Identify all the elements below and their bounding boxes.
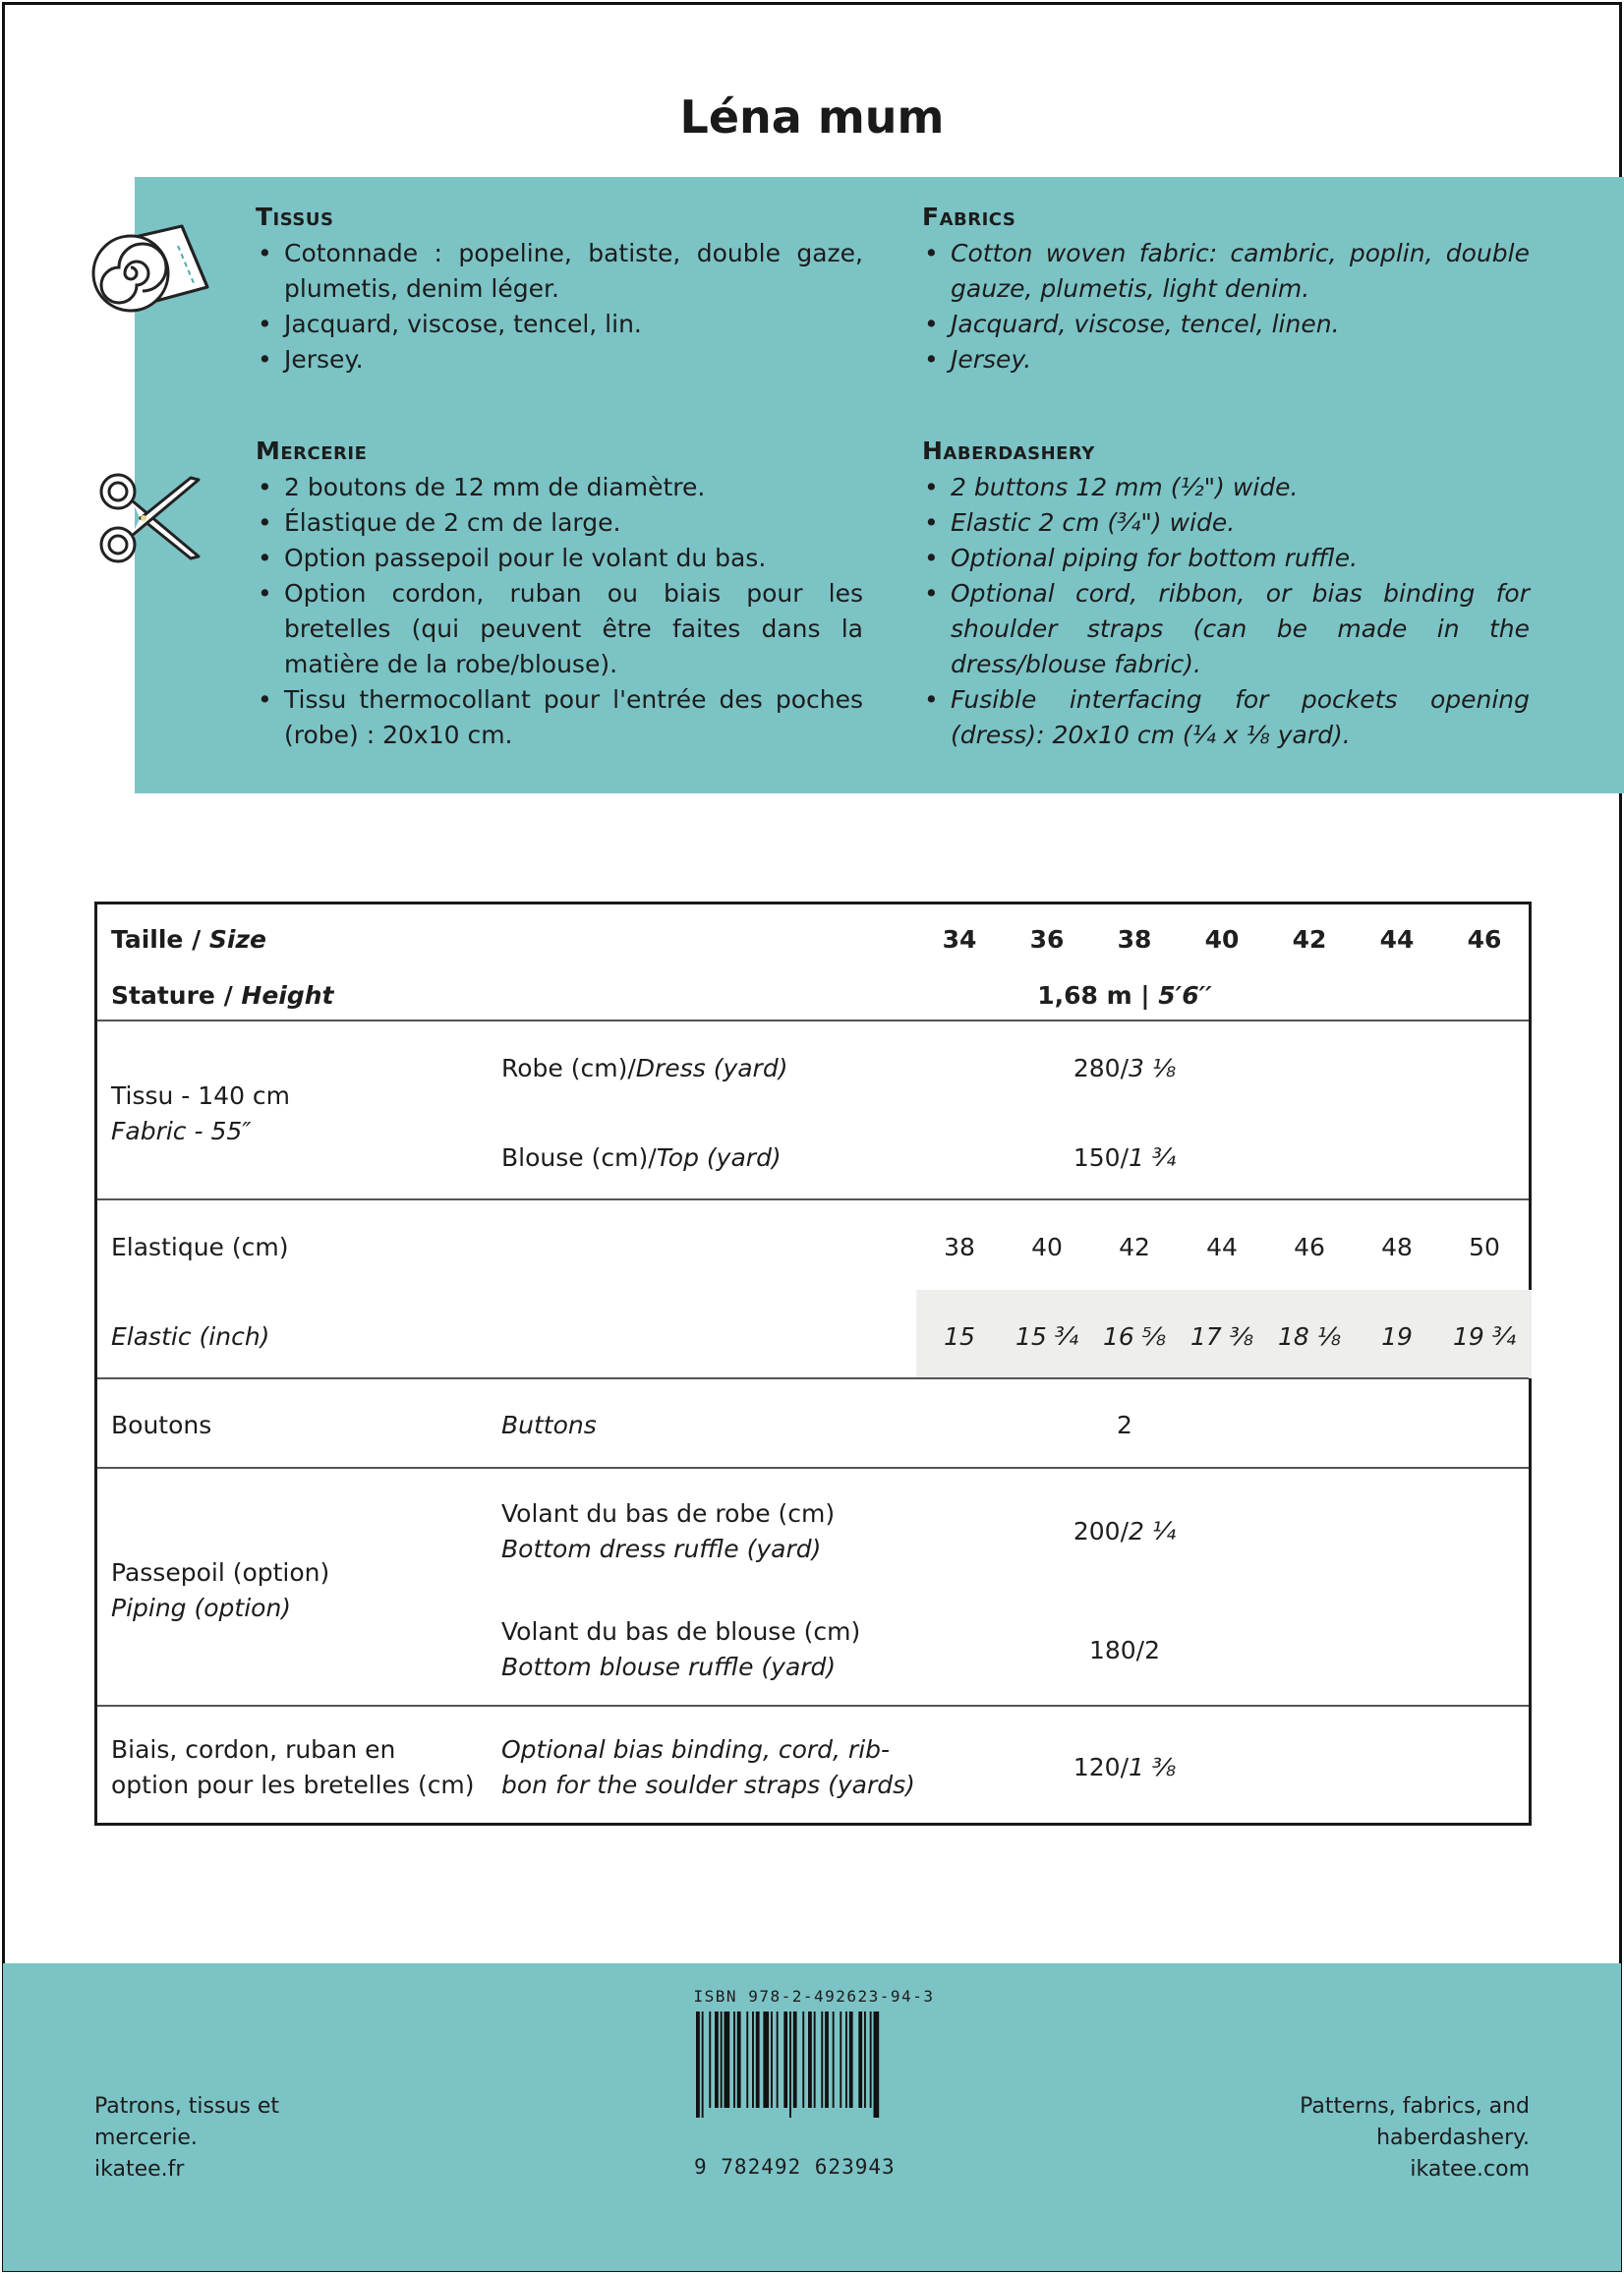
elastic-inch-cell: 18 ⅛ (1278, 1322, 1341, 1351)
list-item: • Elastic 2 cm (¾") wide. (922, 505, 1530, 541)
list-item: • Option cordon, ruban ou biais pour les bretelles (qui peuvent être faites dans la matière de la robe/blouse). (256, 576, 863, 682)
footer-right-line: Patterns, fabrics, and (1300, 2094, 1530, 2119)
elastic-inch-cell: 19 (1381, 1322, 1413, 1351)
list-item: • 2 boutons de 12 mm de diamètre. (256, 470, 863, 505)
barcode-bar (849, 2012, 853, 2108)
barcode-bar (771, 2012, 773, 2108)
elastic-cm-cell: 46 (1294, 1233, 1325, 1261)
height-value: 1,68 m | 5′6′′ (1037, 981, 1212, 1010)
list-item: • 2 buttons 12 mm (½") wide. (922, 470, 1530, 505)
elastic-inch-cell: 19 ¾ (1453, 1322, 1516, 1351)
barcode-bar (840, 2012, 841, 2108)
elastic-cm-cell: 48 (1381, 1233, 1413, 1261)
fabrics-en (922, 199, 1530, 378)
barcode-bar (858, 2012, 862, 2108)
barcode-bar (825, 2012, 829, 2108)
barcode-bar (737, 2012, 741, 2108)
barcode-bar (702, 2012, 704, 2118)
fabric-label-en: Fabric - 55″ (111, 1117, 252, 1145)
footer-left-link[interactable]: ikatee.fr (94, 2157, 185, 2182)
list-item: • Jacquard, viscose, tencel, lin. (256, 307, 863, 342)
barcode-bar (746, 2012, 748, 2108)
barcode-bar (793, 2012, 797, 2108)
barcode-digits: 9 782492 623943 (694, 2155, 896, 2179)
height-label: Stature / Height (111, 981, 334, 1010)
elastic-cm-label: Elastique (cm) (111, 1233, 289, 1261)
list-item: • Jersey. (922, 342, 1530, 378)
footer-right-link[interactable]: ikatee.com (1410, 2157, 1530, 2182)
size-cell: 42 (1292, 925, 1327, 954)
piping-blouse-en: Bottom blouse ruffle (yard) (501, 1653, 837, 1681)
barcode-bar (802, 2012, 804, 2108)
buttons-label-en: Buttons (501, 1411, 597, 1439)
piping-row (97, 1467, 1529, 1705)
elastic-inch-row (97, 1290, 1529, 1379)
elastic-inch-cell: 15 (944, 1322, 975, 1351)
piping-dress-fr: Volant du bas de robe (cm) (501, 1499, 836, 1528)
elastic-inch-label: Elastic (inch) (111, 1322, 270, 1351)
fabrics-en-heading: Fabrics (922, 203, 1016, 231)
barcode-bar (715, 2012, 719, 2108)
elastic-cm-cell: 44 (1206, 1233, 1238, 1261)
fabric-label-fr: Tissu - 140 cm (111, 1081, 291, 1110)
footer-left-line: Patrons, tissus et (94, 2094, 280, 2119)
piping-blouse-fr: Volant du bas de blouse (cm) (501, 1617, 861, 1646)
buttons-label-fr: Boutons (111, 1411, 212, 1439)
list-item: • Cotonnade : popeline, batiste, double gaze, plumetis, denim léger. (256, 236, 863, 307)
notions-fr-heading: Mercerie (256, 437, 368, 465)
barcode-bar (808, 2012, 812, 2108)
straps-label-fr-2: option pour les bretelles (cm) (111, 1771, 475, 1799)
piping-dress-en: Bottom dress ruffle (yard) (501, 1535, 822, 1563)
straps-value: 120/1 ⅜ (1073, 1753, 1177, 1781)
buttons-value: 2 (1117, 1411, 1132, 1439)
straps-label-en-1: Optional bias binding, cord, rib- (501, 1735, 891, 1764)
fabric-row (97, 1020, 1529, 1198)
list-item: • Option passepoil pour le volant du bas. (256, 541, 863, 576)
fabrics-fr (256, 199, 863, 378)
size-label: Taille / Size (111, 925, 266, 954)
footer-right-line: haberdashery. (1376, 2126, 1530, 2150)
barcode-bar (777, 2012, 779, 2108)
size-cell: 46 (1467, 925, 1502, 954)
piping-dress-value: 200/2 ¼ (1073, 1517, 1177, 1545)
size-table (94, 902, 1532, 1826)
size-cell: 44 (1379, 925, 1415, 954)
barcode-bar (725, 2012, 730, 2108)
elastic-cm-cell: 42 (1119, 1233, 1150, 1261)
list-item: • Fusible interfacing for pockets opening (dress): 20x10 cm (¼ x ⅛ yard). (922, 682, 1530, 753)
barcode-bar (789, 2012, 791, 2118)
elastic-cm-cell: 40 (1031, 1233, 1063, 1261)
footer-left-line: mercerie. (94, 2126, 198, 2150)
elastic-cm-cell: 38 (944, 1233, 975, 1261)
notions-en (922, 433, 1530, 753)
barcode-bar (864, 2012, 866, 2108)
list-item: • Cotton woven fabric: cambric, poplin, double gauze, plumetis, light denim. (922, 236, 1530, 307)
fabric-roll-icon (91, 216, 213, 326)
barcode-bar (874, 2012, 880, 2118)
barcode-bar (696, 2012, 700, 2118)
barcode-bar (721, 2012, 723, 2108)
straps-row (97, 1705, 1529, 1823)
barcode (696, 2012, 916, 2118)
list-item: • Optional cord, ribbon, or bias binding for shoulder straps (can be made in the dress/blouse fabric). (922, 576, 1530, 682)
barcode-bar (763, 2012, 769, 2108)
elastic-inch-cell: 16 ⅝ (1103, 1322, 1166, 1351)
piping-label-fr: Passepoil (option) (111, 1558, 330, 1587)
list-item: • Jersey. (256, 342, 863, 378)
size-cell: 38 (1117, 925, 1152, 954)
list-item: • Jacquard, viscose, tencel, linen. (922, 307, 1530, 342)
table-header (97, 904, 1529, 1020)
barcode-bar (752, 2012, 754, 2108)
fabric-dress-label: Robe (cm)/Dress (yard) (501, 1054, 788, 1082)
fabric-top-value: 150/1 ¾ (1073, 1143, 1177, 1172)
barcode-bar (783, 2012, 787, 2108)
straps-label-en-2: bon for the soulder straps (yards) (501, 1771, 915, 1799)
elastic-inch-cell: 17 ⅜ (1190, 1322, 1253, 1351)
barcode-bar (821, 2012, 823, 2108)
elastic-row (97, 1198, 1529, 1377)
barcode-bar (833, 2012, 835, 2108)
elastic-cm-cell: 50 (1469, 1233, 1500, 1261)
list-item: • Tissu thermocollant pour l'entrée des poches (robe) : 20x10 cm. (256, 682, 863, 753)
barcode-bar (733, 2012, 735, 2108)
size-cell: 40 (1204, 925, 1240, 954)
size-cell: 34 (942, 925, 977, 954)
footer-left (94, 2091, 279, 2186)
fabric-top-label: Blouse (cm)/Top (yard) (501, 1143, 782, 1172)
size-cell: 36 (1029, 925, 1065, 954)
list-item: • Élastique de 2 cm de large. (256, 505, 863, 541)
barcode-bar (845, 2012, 847, 2108)
footer-right (1300, 2091, 1530, 2186)
barcode-bar (870, 2012, 872, 2108)
barcode-bar (756, 2012, 760, 2108)
straps-label-fr-1: Biais, cordon, ruban en (111, 1735, 396, 1764)
piping-label-en: Piping (option) (111, 1594, 292, 1622)
buttons-row (97, 1377, 1529, 1467)
fabric-dress-value: 280/3 ⅛ (1073, 1054, 1177, 1082)
isbn-text: ISBN 978-2-492623-94-3 (693, 1987, 935, 2006)
piping-blouse-value: 180/2 (1088, 1636, 1161, 1664)
notions-fr (256, 433, 863, 753)
list-item: • Optional piping for bottom ruffle. (922, 541, 1530, 576)
barcode-bar (814, 2012, 816, 2108)
elastic-inch-cell: 15 ¾ (1015, 1322, 1078, 1351)
barcode-bar (709, 2012, 711, 2108)
notions-en-heading: Haberdashery (922, 437, 1095, 465)
page-title: Léna mum (679, 90, 945, 144)
fabrics-fr-heading: Tissus (256, 203, 334, 231)
scissors-icon (96, 470, 206, 566)
